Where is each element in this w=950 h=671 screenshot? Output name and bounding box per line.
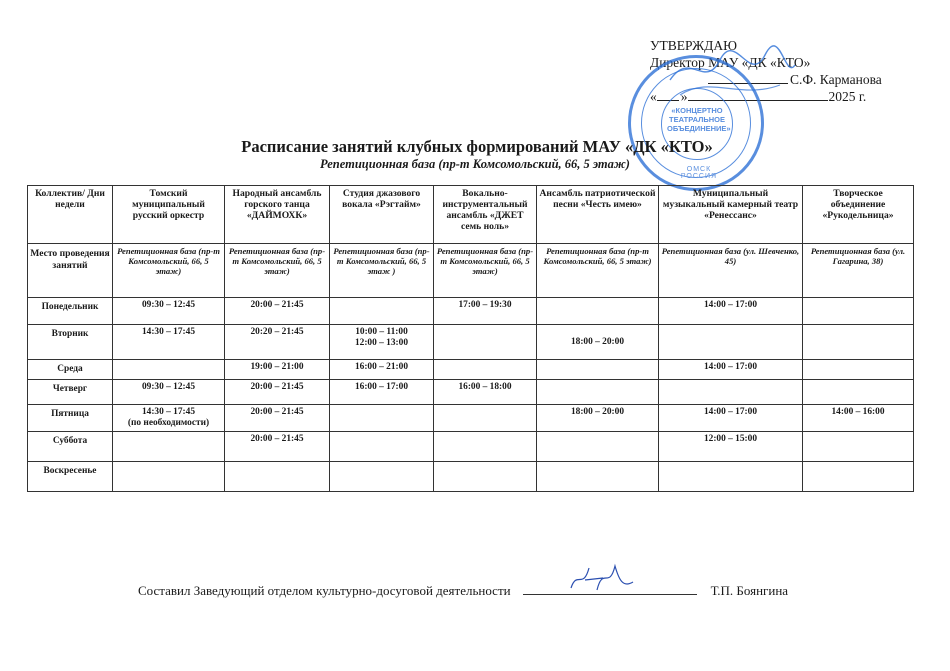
approval-position: Директор МАУ «ДК «КТО»	[650, 55, 811, 70]
schedule-cell: 20:00 – 21:45	[225, 405, 330, 432]
column-header: Томский муниципальный русский оркестр	[113, 186, 225, 244]
schedule-cell: 19:00 – 21:00	[225, 360, 330, 380]
location-cell: Репетиционная база (пр-т Комсомольский, 66, 5 этаж)	[225, 244, 330, 298]
schedule-cell: 20:00 – 21:45	[225, 432, 330, 462]
corner-header: Коллектив/ Дни недели	[28, 186, 113, 244]
document-title-text: Расписание занятий клубных формирований МАУ «ДК «КТО»	[241, 137, 713, 156]
day-label: Понедельник	[28, 298, 113, 325]
schedule-cell	[113, 462, 225, 492]
day-label: Воскресенье	[28, 462, 113, 492]
day-label: Вторник	[28, 325, 113, 360]
footer	[138, 580, 788, 599]
schedule-cell	[330, 462, 434, 492]
column-header: Вокально-инструментальный ансамбль «ДЖЕТ семь ноль»	[434, 186, 537, 244]
schedule-cell	[434, 325, 537, 360]
schedule-cell: 14:30 – 17:45 (по необходимости)	[113, 405, 225, 432]
schedule-cell	[537, 298, 659, 325]
schedule-row	[28, 325, 914, 360]
compiler-signature-line	[523, 580, 697, 595]
date-open-quote: «	[650, 89, 657, 104]
column-header: Ансамбль патриотической песни «Честь имею»	[537, 186, 659, 244]
schedule-cell	[434, 432, 537, 462]
date-close-quote: »	[680, 89, 688, 104]
schedule-cell: 14:00 – 17:00	[659, 298, 803, 325]
schedule-cell	[330, 298, 434, 325]
schedule-cell: 14:00 – 17:00	[659, 360, 803, 380]
schedule-cell: 10:00 – 11:00 12:00 – 13:00	[330, 325, 434, 360]
schedule-cell	[434, 360, 537, 380]
location-label: Место проведения занятий	[28, 244, 113, 298]
schedule-row	[28, 432, 914, 462]
schedule-cell	[537, 462, 659, 492]
day-label: Пятница	[28, 405, 113, 432]
schedule-cell	[537, 360, 659, 380]
schedule-cell	[803, 432, 914, 462]
compiled-by-label: Составил Заведующий отделом культурно-досуговой деятельности	[138, 583, 511, 598]
location-row	[28, 244, 914, 298]
location-cell: Репетиционная база (ул. Шевченко, 45)	[659, 244, 803, 298]
compiler-signature	[563, 560, 643, 594]
schedule-cell: 14:00 – 16:00	[803, 405, 914, 432]
document-subtitle: Репетиционная база (пр-т Комсомольский, 66, 5 этаж)	[320, 157, 630, 171]
schedule-cell	[537, 432, 659, 462]
column-header: Народный ансамбль горского танца «ДАЙМОХК»	[225, 186, 330, 244]
schedule-cell	[803, 325, 914, 360]
stamp-center-text: «КОНЦЕРТНО ТЕАТРАЛЬНОЕ ОБЪЕДИНЕНИЕ»	[667, 106, 731, 133]
schedule-row	[28, 462, 914, 492]
day-label: Четверг	[28, 380, 113, 405]
schedule-row	[28, 298, 914, 325]
column-header: Творческое объединение «Рукодельница»	[803, 186, 914, 244]
schedule-cell: 18:00 – 20:00	[537, 325, 659, 360]
location-cell: Репетиционная база (ул. Гагарина, 38)	[803, 244, 914, 298]
schedule-cell	[537, 380, 659, 405]
location-cell: Репетиционная база (пр-т Комсомольский, 66, 5 этаж)	[434, 244, 537, 298]
schedule-cell	[659, 380, 803, 405]
schedule-cell: 14:00 – 17:00	[659, 405, 803, 432]
schedule-cell: 16:00 – 21:00	[330, 360, 434, 380]
schedule-cell: 09:30 – 12:45	[113, 298, 225, 325]
schedule-cell: 09:30 – 12:45	[113, 380, 225, 405]
column-header: Муниципальный музыкальный камерный театр «Ренессанс»	[659, 186, 803, 244]
schedule-row	[28, 360, 914, 380]
document-title	[0, 137, 950, 157]
schedule-cell	[113, 432, 225, 462]
schedule-cell: 16:00 – 18:00	[434, 380, 537, 405]
location-cell: Репетиционная база (пр-т Комсомольский, 66, 5 этаж)	[113, 244, 225, 298]
compiler-name: Т.П. Боянгина	[710, 583, 789, 598]
stamp-bottom-text: ОМСК РОССИЯ	[680, 166, 718, 180]
schedule-row	[28, 405, 914, 432]
schedule-cell: 20:20 – 21:45	[225, 325, 330, 360]
schedule-cell	[434, 405, 537, 432]
approval-heading: УТВЕРЖДАЮ	[650, 38, 738, 53]
schedule-cell	[330, 432, 434, 462]
schedule-row	[28, 380, 914, 405]
schedule-cell: 20:00 – 21:45	[225, 380, 330, 405]
schedule-cell	[225, 462, 330, 492]
schedule-cell	[803, 360, 914, 380]
approval-year: 2025 г.	[828, 89, 867, 104]
schedule-cell: 20:00 – 21:45	[225, 298, 330, 325]
location-cell: Репетиционная база (пр-т Комсомольский, 66, 5 этаж)	[537, 244, 659, 298]
schedule-cell	[113, 360, 225, 380]
schedule-table	[27, 185, 914, 492]
header-row	[28, 186, 914, 244]
approval-signer: С.Ф. Карманова	[790, 72, 882, 87]
schedule-cell: 17:00 – 19:30	[434, 298, 537, 325]
schedule-cell	[434, 462, 537, 492]
schedule-cell: 16:00 – 17:00	[330, 380, 434, 405]
schedule-cell	[659, 462, 803, 492]
schedule-cell: 14:30 – 17:45	[113, 325, 225, 360]
column-header: Студия джазового вокала «Рэгтайм»	[330, 186, 434, 244]
schedule-cell	[803, 298, 914, 325]
schedule-cell: 18:00 – 20:00	[537, 405, 659, 432]
director-signature	[660, 40, 800, 100]
schedule-cell	[803, 462, 914, 492]
schedule-cell	[330, 405, 434, 432]
schedule-cell	[803, 380, 914, 405]
schedule-cell: 12:00 – 15:00	[659, 432, 803, 462]
day-label: Суббота	[28, 432, 113, 462]
location-cell: Репетиционная база (пр-т Комсомольский, 66, 5 этаж )	[330, 244, 434, 298]
schedule-cell	[659, 325, 803, 360]
day-label: Среда	[28, 360, 113, 380]
